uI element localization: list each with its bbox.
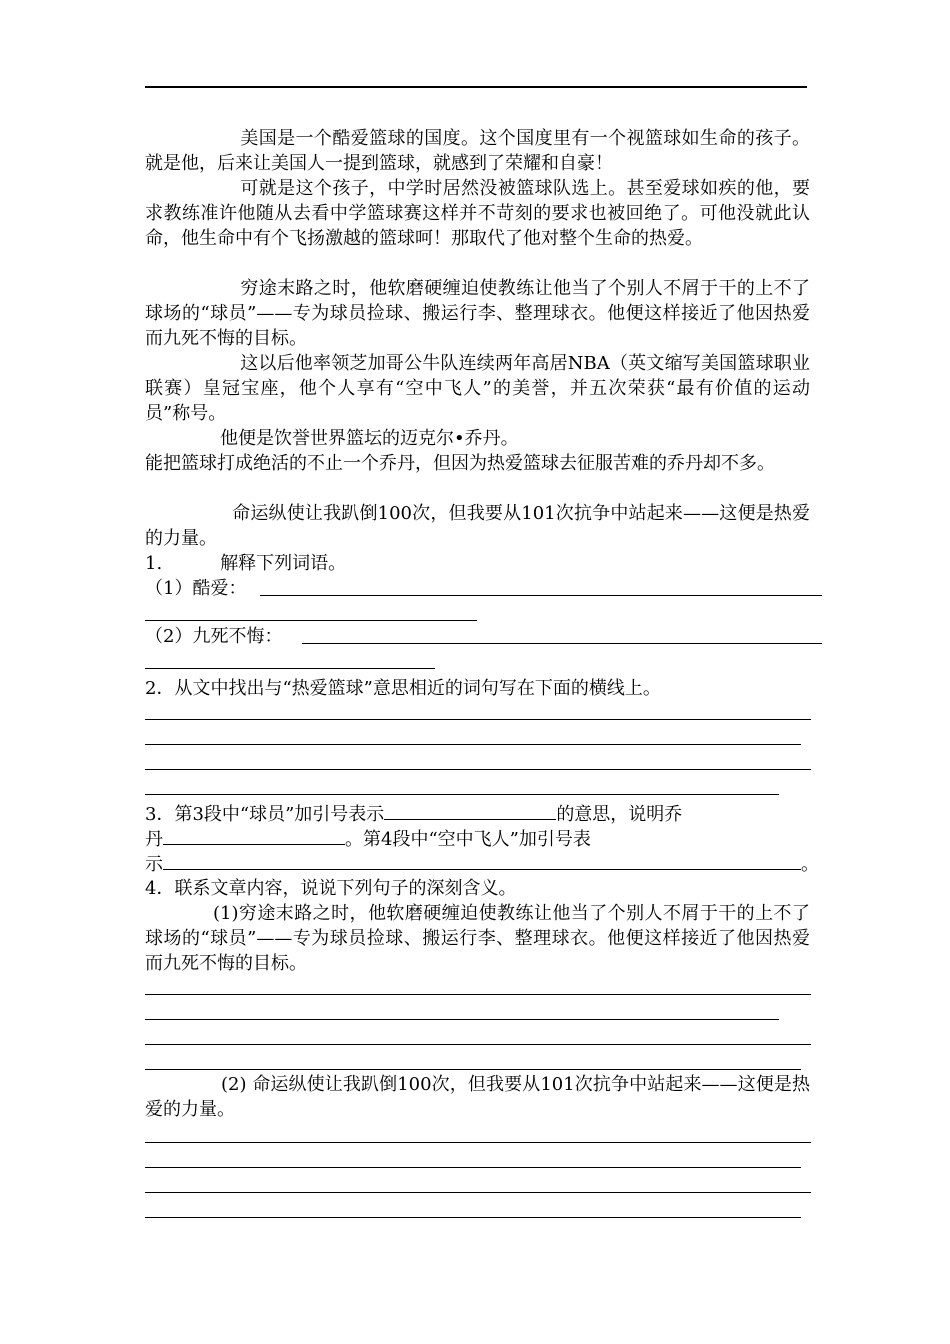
article-p5-text: 他便是饮誉世界篮坛的迈克尔•乔丹。 [220, 428, 519, 449]
q4-sentence-2 [145, 1072, 810, 1122]
article-p7 [145, 501, 810, 551]
q4-s2-answer-line-3[interactable] [145, 1192, 811, 1193]
article-p4 [145, 351, 810, 426]
q3-part6: 。 [801, 854, 819, 875]
article-p3-text: 穷途末路之时，他软磨硬缠迫使教练让他当了个别人不屑于干的上不了球场的“球员”——专为球员捡球、搬运行李、整理球衣。他便这样接近了他因热爱而九死不悔的目标。 [145, 278, 810, 349]
article-p6 [145, 451, 810, 476]
q4-sentence-2-text: (2) 命运纵使让我趴倒100次，但我要从101次抗争中站起来——这便是热爱的力量。 [145, 1074, 810, 1120]
q2-answer-line-3[interactable] [145, 769, 811, 770]
q1-heading [145, 551, 346, 576]
article-p1-text: 美国是一个酷爱篮球的国度。这个国度里有一个视篮球如生命的孩子。就是他，后来让美国人一提到篮球，就感到了荣耀和自豪！ [145, 128, 810, 174]
header-rule [145, 86, 807, 88]
article-p7-text: 命运纵使让我趴倒100次，但我要从101次抗争中站起来——这便是热爱的力量。 [145, 503, 810, 549]
article-p2-text: 可就是这个孩子，中学时居然没被篮球队选上。甚至爱球如疾的他，要求教练准许他随从去看中学篮球赛这样并不苛刻的要求也被回绝了。可他没就此认命，他生命中有个飞扬激越的篮球呵！那取代了他对整个生命的热爱。 [145, 178, 810, 249]
article-p3 [145, 276, 810, 351]
q4-s1-answer-line-1[interactable] [145, 994, 811, 995]
q3-line-2 [145, 826, 591, 852]
q3-blank-2[interactable] [163, 826, 345, 845]
q2-answer-line-4[interactable] [145, 794, 779, 795]
q1-item1-answer-line-2[interactable] [145, 620, 477, 621]
q4-s2-answer-line-1[interactable] [145, 1142, 811, 1143]
q3-part4: 。第4段中“空中飞人”加引号表 [345, 829, 591, 850]
q4-sentence-1 [145, 901, 810, 976]
q3-line-1 [145, 801, 682, 827]
article-p4-text: 这以后他率领芝加哥公牛队连续两年高居NBA（英文缩写美国篮球职业联赛）皇冠宝座，他个人享有“空中飞人”的美誉，并五次荣获“最有价值的运动员”称号。 [145, 353, 810, 424]
article-p6-text: 能把篮球打成绝活的不止一个乔丹，但因为热爱篮球去征服苦难的乔丹却不多。 [145, 453, 775, 474]
q3-blank-3[interactable] [163, 851, 801, 870]
q3-part1: 3．第3段中“球员”加引号表示 [145, 804, 385, 825]
q1-item2-label: （2）九死不悔： [145, 626, 283, 647]
q4-s1-answer-line-3[interactable] [145, 1044, 811, 1045]
q2-text: 2．从文中找出与“热爱篮球”意思相近的词句写在下面的横线上。 [145, 678, 661, 699]
q1-item2-answer-line[interactable] [302, 643, 822, 644]
q4-sentence-1-text: (1)穷途末路之时，他软磨硬缠迫使教练让他当了个别人不屑于干的上不了球场的“球员”——专为球员捡球、搬运行李、整理球衣。他便这样接近了他因热爱而九死不悔的目标。 [145, 903, 810, 974]
q1-item1-answer-line[interactable] [260, 595, 822, 596]
q3-line-3 [145, 851, 819, 877]
q3-part3: 丹 [145, 829, 163, 850]
q1-item1-label: （1）酷爱： [145, 578, 247, 599]
q2-answer-line-2[interactable] [145, 744, 801, 745]
q3-part2: 的意思，说明乔 [556, 804, 683, 825]
q1-text: 解释下列词语。 [220, 553, 347, 574]
article-p5 [145, 426, 810, 451]
q4-s2-answer-line-2[interactable] [145, 1167, 801, 1168]
q1-item2-answer-line-2[interactable] [145, 668, 435, 669]
q3-blank-1[interactable] [384, 801, 556, 820]
q4-s2-answer-line-4[interactable] [145, 1217, 801, 1218]
article-p1 [145, 126, 810, 176]
q4-s1-answer-line-4[interactable] [145, 1069, 801, 1070]
q4-s1-answer-line-2[interactable] [145, 1019, 779, 1020]
q3-part5: 示 [145, 854, 163, 875]
article-p2 [145, 176, 810, 251]
q2-answer-line-1[interactable] [145, 719, 811, 720]
q1-number: 1. [145, 553, 163, 574]
q4-text: 4．联系文章内容，说说下列句子的深刻含义。 [145, 878, 517, 899]
